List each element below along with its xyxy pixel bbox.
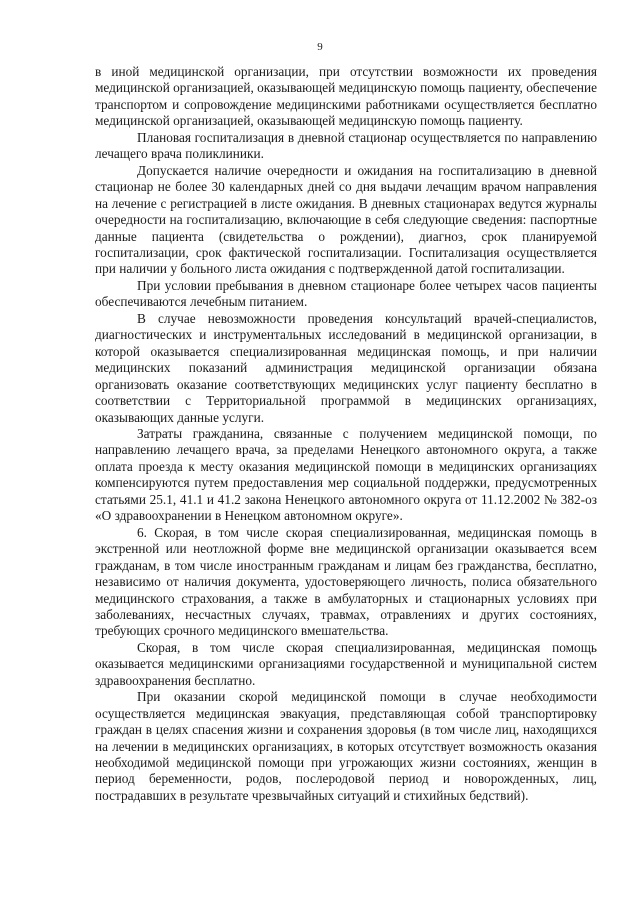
paragraph-emergency-free: Скорая, в том числе скорая специализированная, медицинская помощь оказывается медицинскими организациями государственной и муниципальной систем здравоохранения бесплатно. [95, 639, 597, 688]
paragraph-emergency-care: 6. Скорая, в том числе скорая специализированная, медицинская помощь в экстренной или неотложной форме вне медицинской организации оказывается всем гражданам, в том числе иностранным гражданам и лицам без гражданства, бесплатно, независимо от наличия документа, удостоверяющего личность, полиса обязательного медицинского страхования, а также в амбулаторных и стационарных условиях при заболеваниях, несчастных случаях, травмах, отравлениях и других состояниях, требующих срочного медицинского вмешательства. [95, 524, 597, 639]
paragraph-consultations: В случае невозможности проведения консультаций врачей-специалистов, диагностических и инструментальных исследований в медицинской организации, в которой оказывается специализированная медицинская помощь, и при наличии медицинских показаний администрация медицинской организации обязана организовать оказание соответствующих медицинских услуг пациенту бесплатно в соответствии с Территориальной программой в медицинских организациях, оказывающих данные услуги. [95, 310, 597, 425]
paragraph-expenses: Затраты гражданина, связанные с получением медицинской помощи, по направлению лечащего врача, за пределами Ненецкого автономного округа, а также оплата проезда к месту оказания медицинской помощи в медицинских организациях компенсируются путем предоставления мер социальной поддержки, предусмотренных статьями 25.1, 41.1 и 41.2 закона Ненецкого автономного округа от 11.12.2002 № 382-оз «О здравоохранении в Ненецком автономном округе». [95, 425, 597, 524]
paragraph-meals: При условии пребывания в дневном стационаре более четырех часов пациенты обеспечиваются лечебным питанием. [95, 277, 597, 310]
paragraph-planned-hospitalization: Плановая госпитализация в дневной стационар осуществляется по направлению лечащего врача поликлиники. [95, 129, 597, 162]
document-body [95, 64, 597, 804]
page-number: 9 [317, 41, 323, 53]
paragraph-continuation: в иной медицинской организации, при отсутствии возможности их проведения медицинской организацией, оказывающей медицинскую помощь пациенту, обеспечение транспортом и сопровождение медицинскими работниками осуществляется бесплатно медицинской организацией, оказывающей медицинскую помощь пациенту. [95, 64, 597, 129]
paragraph-waiting-list: Допускается наличие очередности и ожидания на госпитализацию в дневной стационар не более 30 календарных дней со дня выдачи лечащим врачом направления на лечение с регистрацией в листе ожидания. В дневных стационарах ведутся журналы очередности на госпитализацию, включающие в себя следующие сведения: паспортные данные пациента (свидетельства о рождении), диагноз, срок планируемой госпитализации, срок фактической госпитализации. Госпитализация осуществляется при наличии у больного листа ожидания с подтвержденной датой госпитализации. [95, 162, 597, 277]
paragraph-medical-evacuation: При оказании скорой медицинской помощи в случае необходимости осуществляется медицинская эвакуация, представляющая собой транспортировку граждан в целях спасения жизни и сохранения здоровья (в том числе лиц, находящихся на лечении в медицинских организациях, в которых отсутствует возможность оказания необходимой медицинской помощи при угрожающих жизни состояниях, женщин в период беременности, родов, послеродовой период и новорожденных, лиц, пострадавших в результате чрезвычайных ситуаций и стихийных бедствий). [95, 689, 597, 803]
